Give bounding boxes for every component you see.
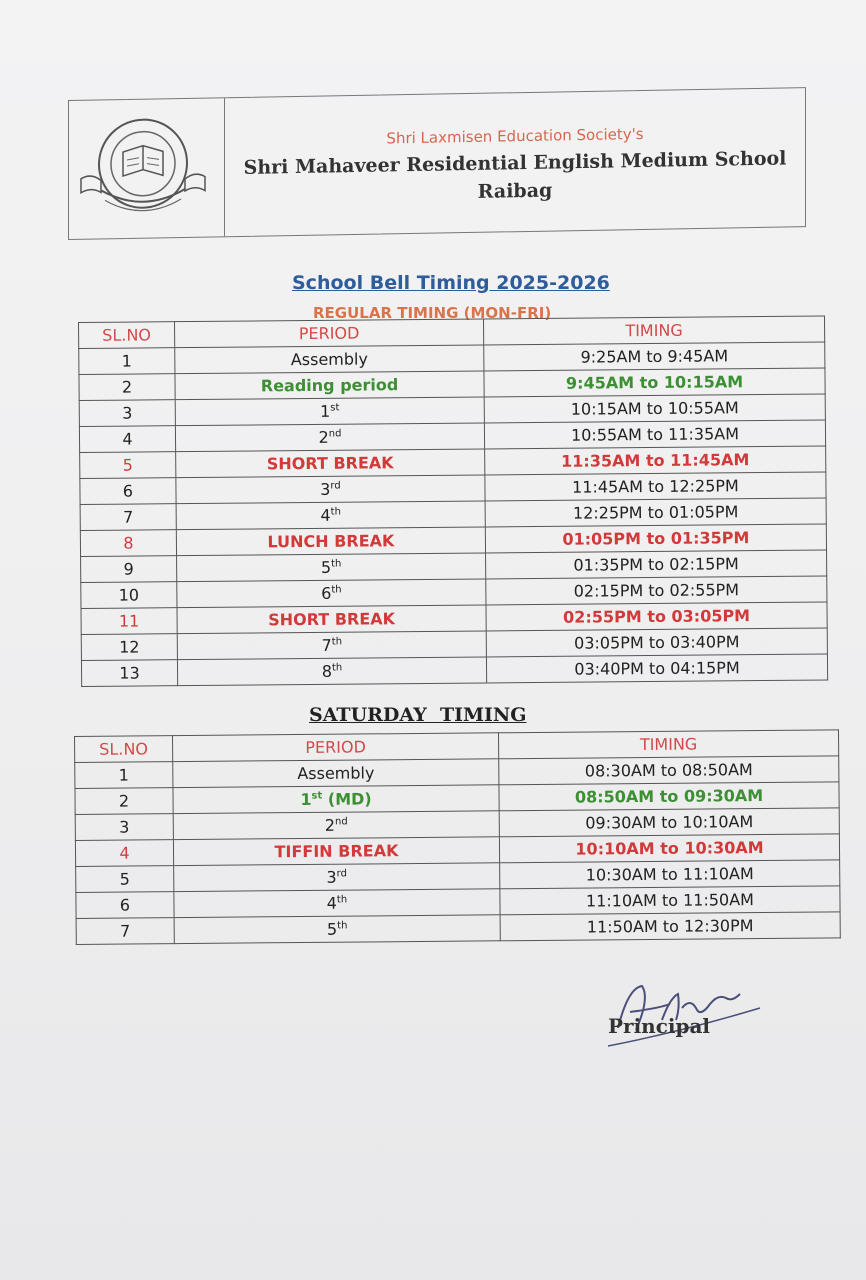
timing-cell: 02:15PM to 02:55PM [486,576,827,605]
period-label: 2 [324,815,336,835]
period-cell [173,759,499,788]
timing-cell: 10:30AM to 11:10AM [500,860,840,889]
period-label: 5 [320,557,332,577]
period-label: SHORT BREAK [268,609,396,630]
period-label: 7 [321,635,332,655]
slno-cell: 4 [79,426,175,453]
slno-cell: 2 [75,788,173,815]
period-cell [176,501,485,530]
ordinal-suffix: th [331,584,342,596]
period-cell [175,371,484,400]
document-title: School Bell Timing 2025-2026 [292,272,610,294]
col-header-timing: TIMING [483,316,824,345]
slno-cell: 2 [79,374,175,401]
slno-cell: 3 [75,814,173,841]
period-cell [174,863,500,892]
slno-cell: 7 [76,918,174,945]
slno-cell: 6 [80,478,176,505]
society-name: Shri Laxmisen Education Society's [386,124,644,148]
timing-cell: 08:50AM to 09:30AM [499,782,839,811]
slno-cell: 5 [80,452,176,479]
regular-timing-heading: REGULAR TIMING (MON-FRI) [313,304,552,322]
school-name: Shri Mahaveer Residential English Medium School [243,147,787,179]
slno-cell: 9 [81,556,177,583]
period-cell [177,553,486,582]
timing-cell: 11:35AM to 11:45AM [485,446,826,475]
period-label: LUNCH BREAK [267,531,395,552]
period-cell [177,631,486,660]
period-cell [174,915,500,944]
period-label: 4 [326,893,338,913]
period-cell [173,811,499,840]
period-cell [175,345,484,374]
period-cell [173,785,499,814]
period-cell [175,423,484,452]
timing-cell: 09:30AM to 10:10AM [499,808,839,837]
timing-cell: 9:45AM to 10:15AM [484,368,825,397]
period-label: 1 [320,401,331,421]
timing-cell: 08:30AM to 08:50AM [499,756,839,785]
timing-cell: 03:05PM to 03:40PM [486,628,827,657]
slno-cell: 6 [76,892,174,919]
table-row [81,654,827,687]
period-label: TIFFIN BREAK [274,841,399,862]
slno-cell: 8 [80,530,176,557]
timing-cell: 9:25AM to 9:45AM [484,342,825,371]
letterhead-title [225,88,805,236]
slno-cell: 7 [80,504,176,531]
col-header-period: PERIOD [173,733,499,762]
ordinal-suffix: th [331,636,343,648]
ordinal-suffix: th [337,920,348,932]
period-suffix: (MD) [322,789,372,809]
table-row [76,912,840,945]
ordinal-suffix: th [330,506,341,518]
ordinal-suffix: nd [328,428,342,440]
period-cell [176,449,485,478]
slno-cell: 4 [75,840,173,867]
col-header-slno: SL.NO [75,736,173,763]
period-cell [176,527,485,556]
slno-cell: 13 [81,660,177,687]
saturday-timing-heading: SATURDAY TIMING [309,704,527,726]
slno-cell: 1 [79,348,175,375]
letterhead [68,87,806,240]
timing-cell: 10:15AM to 10:55AM [484,394,825,423]
slno-cell: 10 [81,582,177,609]
ordinal-suffix: th [331,662,343,674]
timing-cell: 01:05PM to 01:35PM [485,524,826,553]
timing-cell: 10:55AM to 11:35AM [484,420,825,449]
slno-cell: 3 [79,400,175,427]
period-label: 3 [326,867,337,887]
period-label: Assembly [297,763,375,784]
period-cell [177,605,486,634]
ordinal-suffix: rd [336,868,347,880]
period-cell [177,657,486,686]
slno-cell: 1 [75,762,173,789]
slno-cell: 5 [76,866,174,893]
period-label: 8 [321,661,333,681]
period-label: 6 [321,583,332,603]
timing-cell: 12:25PM to 01:05PM [485,498,826,527]
slno-cell: 12 [81,634,177,661]
logo-cell [69,98,225,239]
ordinal-suffix: th [331,558,342,570]
col-header-period: PERIOD [175,319,484,348]
ordinal-suffix: st [330,402,340,414]
ordinal-suffix: rd [330,480,341,492]
principal-signature [600,968,770,1058]
period-label: 4 [320,505,331,525]
timing-cell: 11:50AM to 12:30PM [500,912,840,941]
timing-cell: 11:45AM to 12:25PM [485,472,826,501]
period-cell [174,889,500,918]
period-label: 1 [300,789,312,810]
timing-cell: 02:55PM to 03:05PM [486,602,827,631]
period-cell [173,837,499,866]
timing-cell: 01:35PM to 02:15PM [486,550,827,579]
timing-cell: 11:10AM to 11:50AM [500,886,840,915]
ordinal-suffix: th [336,894,348,906]
period-label: SHORT BREAK [266,453,394,474]
col-header-slno: SL.NO [79,322,175,349]
col-header-timing: TIMING [498,730,838,759]
slno-cell: 11 [81,608,177,635]
period-label: 3 [320,479,331,499]
period-label: 2 [318,427,329,447]
period-label: Reading period [260,375,399,396]
school-emblem-icon [71,102,221,235]
period-cell [176,475,485,504]
period-cell [175,397,484,426]
regular-timing-table [78,315,828,687]
period-cell [177,579,486,608]
period-label: 5 [326,919,338,939]
saturday-timing-table [74,729,841,945]
timing-cell: 03:40PM to 04:15PM [486,654,827,683]
school-location: Raibag [477,179,553,203]
ordinal-suffix: nd [334,816,348,828]
principal-label: Principal [608,1014,711,1038]
period-label: Assembly [290,349,368,370]
timing-cell: 10:10AM to 10:30AM [499,834,839,863]
ordinal-suffix: st [311,790,323,802]
